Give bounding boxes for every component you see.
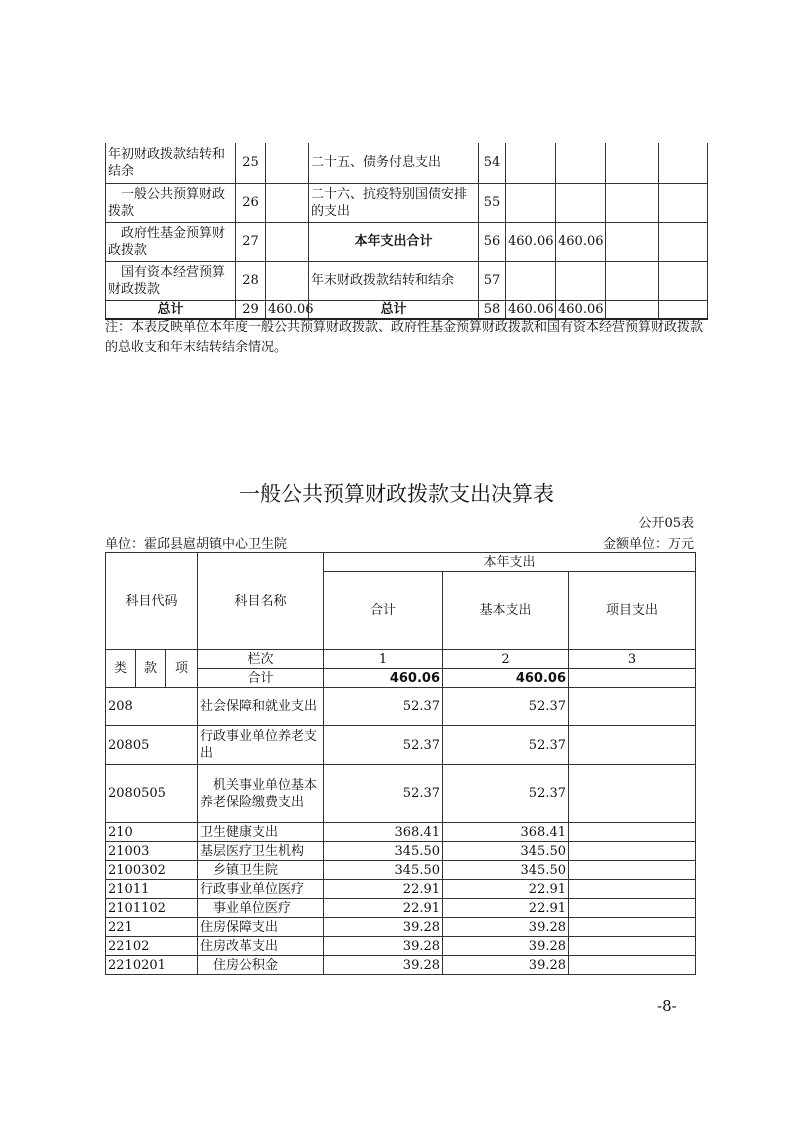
right-label: 二十六、抗疫特别国债安排的支出 [309, 183, 479, 222]
left-label: 国有资本经营预算财政拨款 [106, 261, 236, 300]
table-number: 公开05表 [638, 516, 694, 531]
right-line-no: 57 [479, 261, 506, 300]
table-row [106, 765, 696, 823]
right-label: 二十五、债务付息支出 [309, 143, 479, 183]
table-row [106, 143, 708, 183]
left-value: 460.06 [266, 300, 309, 319]
subject-name: 行政事业单位医疗 [198, 880, 324, 899]
value-2 [556, 143, 606, 183]
project-value [569, 899, 696, 918]
basic-value: 368.41 [443, 823, 569, 842]
income-expense-summary-table-continued [105, 143, 708, 320]
project-value [569, 880, 696, 899]
left-line-no: 29 [236, 300, 266, 319]
left-line-no: 28 [236, 261, 266, 300]
column-no-2: 2 [443, 650, 569, 669]
basic-value: 22.91 [443, 880, 569, 899]
subject-name: 基层医疗卫生机构 [198, 842, 324, 861]
right-line-no: 54 [479, 143, 506, 183]
left-label: 政府性基金预算财政拨款 [106, 222, 236, 261]
column-no-1: 1 [324, 650, 443, 669]
left-label: 一般公共预算财政拨款 [106, 183, 236, 222]
total-value: 345.50 [324, 842, 443, 861]
header-lei: 类 [106, 650, 136, 688]
project-value [569, 842, 696, 861]
table-row [106, 261, 708, 300]
right-label: 总计 [309, 300, 479, 319]
sum-basic: 460.06 [443, 669, 569, 688]
basic-value: 52.37 [443, 765, 569, 823]
total-value: 52.37 [324, 726, 443, 765]
table-row [106, 880, 696, 899]
header-project: 项目支出 [569, 572, 696, 650]
column-no-3: 3 [569, 650, 696, 669]
table-row [106, 937, 696, 956]
basic-value: 39.28 [443, 918, 569, 937]
value-2: 460.06 [556, 222, 606, 261]
header-subject-name: 科目名称 [198, 553, 324, 650]
subject-name: 社会保障和就业支出 [198, 688, 324, 726]
value-3 [606, 222, 659, 261]
subject-code: 21003 [106, 842, 198, 861]
table-row [106, 183, 708, 222]
left-value [266, 261, 309, 300]
table-row [106, 823, 696, 842]
subject-name: 行政事业单位养老支出 [198, 726, 324, 765]
subject-code: 210 [106, 823, 198, 842]
value-2: 460.06 [556, 300, 606, 319]
basic-value: 52.37 [443, 688, 569, 726]
subject-name: 事业单位医疗 [198, 899, 324, 918]
project-value [569, 861, 696, 880]
sum-label: 合计 [198, 669, 324, 688]
page-number: -8- [657, 997, 677, 1015]
value-2 [556, 261, 606, 300]
total-value: 52.37 [324, 688, 443, 726]
header-row [106, 553, 696, 572]
table-row [106, 956, 696, 975]
basic-value: 52.37 [443, 726, 569, 765]
right-line-no: 55 [479, 183, 506, 222]
subject-code: 208 [106, 688, 198, 726]
value-3 [606, 183, 659, 222]
project-value [569, 937, 696, 956]
total-value: 52.37 [324, 765, 443, 823]
table-row [106, 726, 696, 765]
sum-project [569, 669, 696, 688]
project-value [569, 726, 696, 765]
project-value [569, 688, 696, 726]
subject-code: 22102 [106, 937, 198, 956]
left-value [266, 183, 309, 222]
left-value [266, 143, 309, 183]
reporting-unit: 单位：霍邱县扈胡镇中心卫生院 [105, 537, 288, 552]
left-label: 总计 [106, 300, 236, 319]
subject-code: 2101102 [106, 899, 198, 918]
basic-value: 345.50 [443, 861, 569, 880]
subject-name: 机关事业单位基本养老保险缴费支出 [198, 765, 324, 823]
table-row [106, 899, 696, 918]
basic-value: 39.28 [443, 956, 569, 975]
total-row [106, 300, 708, 319]
subject-name: 住房改革支出 [198, 937, 324, 956]
left-value [266, 222, 309, 261]
value-3 [606, 143, 659, 183]
header-total: 合计 [324, 572, 443, 650]
table-note: 注：本表反映单位本年度一般公共预算财政拨款、政府性基金预算财政拨款和国有资本经营预算财政拨款的总收支和年末结转结余情况。 [105, 320, 704, 355]
value-1 [506, 143, 556, 183]
project-value [569, 956, 696, 975]
subject-name: 住房保障支出 [198, 918, 324, 937]
total-value: 345.50 [324, 861, 443, 880]
project-value [569, 823, 696, 842]
total-value: 39.28 [324, 937, 443, 956]
table-row [106, 688, 696, 726]
subject-name: 乡镇卫生院 [198, 861, 324, 880]
sum-total: 460.06 [324, 669, 443, 688]
subject-code: 221 [106, 918, 198, 937]
table-row [106, 842, 696, 861]
table-row [106, 918, 696, 937]
value-3 [606, 300, 659, 319]
value-4 [659, 183, 708, 222]
left-label: 年初财政拨款结转和结余 [106, 143, 236, 183]
right-line-no: 56 [479, 222, 506, 261]
left-line-no: 25 [236, 143, 266, 183]
total-value: 22.91 [324, 899, 443, 918]
value-2 [556, 183, 606, 222]
subject-code: 21011 [106, 880, 198, 899]
value-1 [506, 261, 556, 300]
header-subject-code: 科目代码 [106, 553, 198, 650]
left-line-no: 26 [236, 183, 266, 222]
total-value: 368.41 [324, 823, 443, 842]
subject-name: 住房公积金 [198, 956, 324, 975]
basic-value: 345.50 [443, 842, 569, 861]
project-value [569, 918, 696, 937]
subject-code: 20805 [106, 726, 198, 765]
column-number-row [106, 650, 696, 669]
page-title: 一般公共预算财政拨款支出决算表 [239, 482, 554, 506]
general-budget-expenditure-table [105, 552, 696, 975]
value-3 [606, 261, 659, 300]
total-value: 39.28 [324, 956, 443, 975]
header-xiang: 项 [166, 650, 198, 688]
value-1 [506, 183, 556, 222]
right-line-no: 58 [479, 300, 506, 319]
subject-code: 2100302 [106, 861, 198, 880]
basic-value: 39.28 [443, 937, 569, 956]
value-1: 460.06 [506, 300, 556, 319]
subject-code: 2080505 [106, 765, 198, 823]
currency-unit: 金额单位：万元 [602, 537, 694, 552]
header-kuan: 款 [136, 650, 166, 688]
left-line-no: 27 [236, 222, 266, 261]
right-label: 本年支出合计 [309, 222, 479, 261]
project-value [569, 765, 696, 823]
value-4 [659, 143, 708, 183]
value-4 [659, 261, 708, 300]
header-current-year: 本年支出 [324, 553, 696, 572]
header-column-no: 栏次 [198, 650, 324, 669]
header-basic: 基本支出 [443, 572, 569, 650]
value-4 [659, 222, 708, 261]
table-row [106, 861, 696, 880]
basic-value: 22.91 [443, 899, 569, 918]
value-1: 460.06 [506, 222, 556, 261]
subject-code: 2210201 [106, 956, 198, 975]
subject-name: 卫生健康支出 [198, 823, 324, 842]
value-4 [659, 300, 708, 319]
table-row [106, 222, 708, 261]
total-value: 39.28 [324, 918, 443, 937]
right-label: 年末财政拨款结转和结余 [309, 261, 479, 300]
total-value: 22.91 [324, 880, 443, 899]
